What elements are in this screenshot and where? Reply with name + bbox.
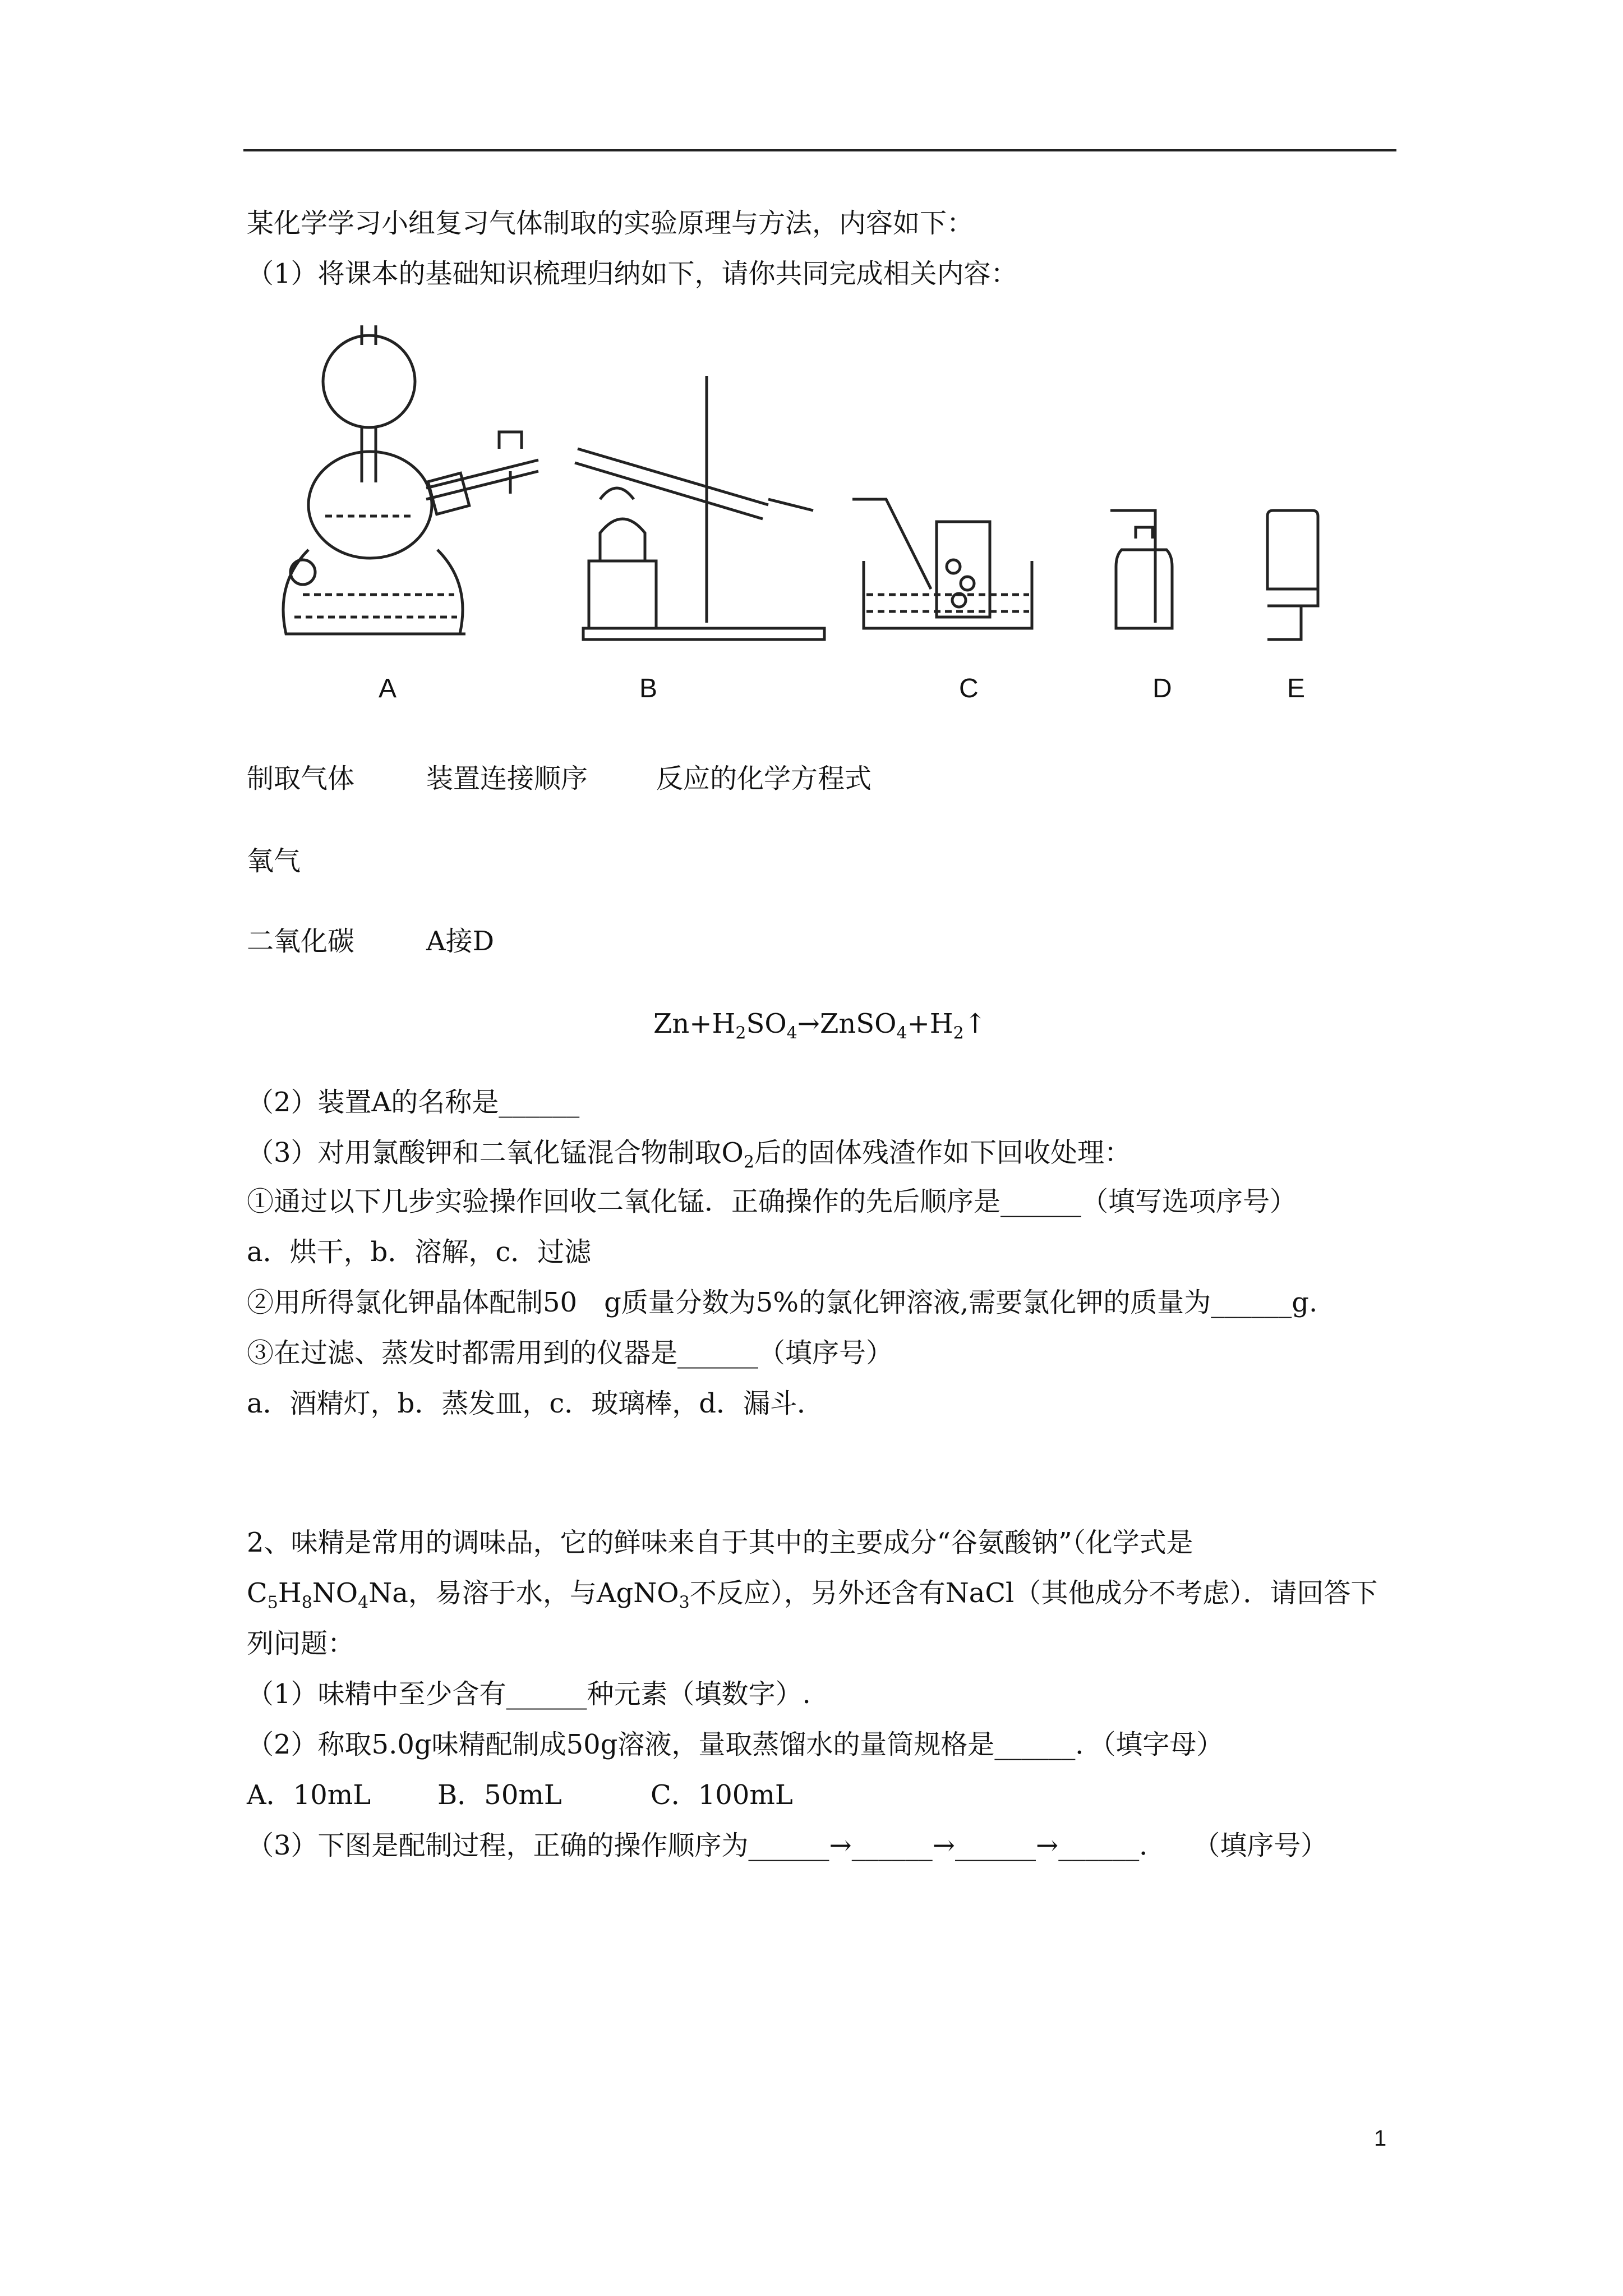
question-3-prompt: （3）对用氯酸钾和二氧化锰混合物制取$O_2$后的固体残渣作如下回收处理： <box>247 1137 1132 1172</box>
row-oxygen <box>247 844 301 878</box>
problem-2-part-1: （1）味精中至少含有______种元素（填数字）. <box>247 1678 811 1710</box>
figure-label-e: E <box>1287 674 1306 703</box>
option-a: A．10mL <box>247 1779 371 1811</box>
figure-label-b: B <box>639 674 658 703</box>
problem-2-line-2: $C_5H_8NO_4Na$，易溶于水，与AgNO$_3$不反应），另外还含有NaCl（其他成分不考虑）．请回答下 <box>247 1577 1378 1613</box>
option-c: C．100mL <box>651 1779 793 1811</box>
problem-2-line-1: 2、味精是常用的调味品，它的鲜味来自于其中的主要成分“谷氨酸钠”（化学式是 <box>247 1527 1193 1558</box>
header-rule <box>243 149 1396 151</box>
row-co2 <box>247 924 494 958</box>
problem-2-part-2-options <box>247 1778 793 1812</box>
header-order: 装置连接顺序 <box>426 763 588 794</box>
header-equation: 反应的化学方程式 <box>656 763 872 794</box>
question-1-prompt: （1）将课本的基础知识梳理归纳如下，请你共同完成相关内容： <box>247 258 1018 289</box>
water-trough-drawing <box>852 499 1032 628</box>
co2-order: A接D <box>426 926 495 957</box>
figure-label-c: C <box>959 674 979 703</box>
question-3-step-1-options: a．烘干，b．溶解，c．过滤 <box>247 1236 592 1268</box>
figure-label-d: D <box>1152 674 1172 703</box>
co2-label: 二氧化碳 <box>247 926 355 957</box>
problem-2-line-3: 列问题： <box>247 1628 355 1659</box>
hydrogen-equation: $Zn+H_2SO_4\to ZnSO_4+H_2↑$ <box>653 1008 986 1043</box>
option-b: B．50mL <box>437 1779 562 1811</box>
apparatus-figure <box>264 314 1380 718</box>
question-3-step-3-options: a．酒精灯，b．蒸发皿，c．玻璃棒，d．漏斗． <box>247 1388 824 1419</box>
question-3-step-1: ①通过以下几步实验操作回收二氧化锰．正确操作的先后顺序是______（填写选项序号） <box>247 1186 1297 1217</box>
gas-bottle-drawing <box>1110 510 1172 628</box>
heating-apparatus-drawing <box>575 376 824 639</box>
question-3-step-2: ②用所得氯化钾晶体配制50 g质量分数为5%的氯化钾溶液,需要氯化钾的质量为______g. <box>247 1287 1318 1318</box>
intro-text: 某化学学习小组复习气体制取的实验原理与方法，内容如下： <box>247 208 974 239</box>
problem-2-part-3: （3）下图是配制过程，正确的操作顺序为______→______→______→______． （填序号） <box>247 1830 1328 1861</box>
question-2-text: （2）装置A的名称是______ <box>247 1087 580 1118</box>
problem-2-part-2: （2）称取5.0g味精配制成50g溶液，量取蒸馏水的量筒规格是______．（填字母） <box>247 1729 1224 1760</box>
figure-label-a: A <box>379 674 397 703</box>
inverted-bottle-drawing <box>1267 510 1318 639</box>
header-gas: 制取气体 <box>247 763 355 794</box>
question-3-step-3: ③在过滤、蒸发时都需用到的仪器是______（填序号） <box>247 1337 893 1369</box>
kipp-generator-drawing <box>283 325 538 634</box>
table-header-row <box>247 762 872 795</box>
page-number: 1 <box>1374 2126 1387 2151</box>
oxygen-label: 氧气 <box>247 845 301 877</box>
